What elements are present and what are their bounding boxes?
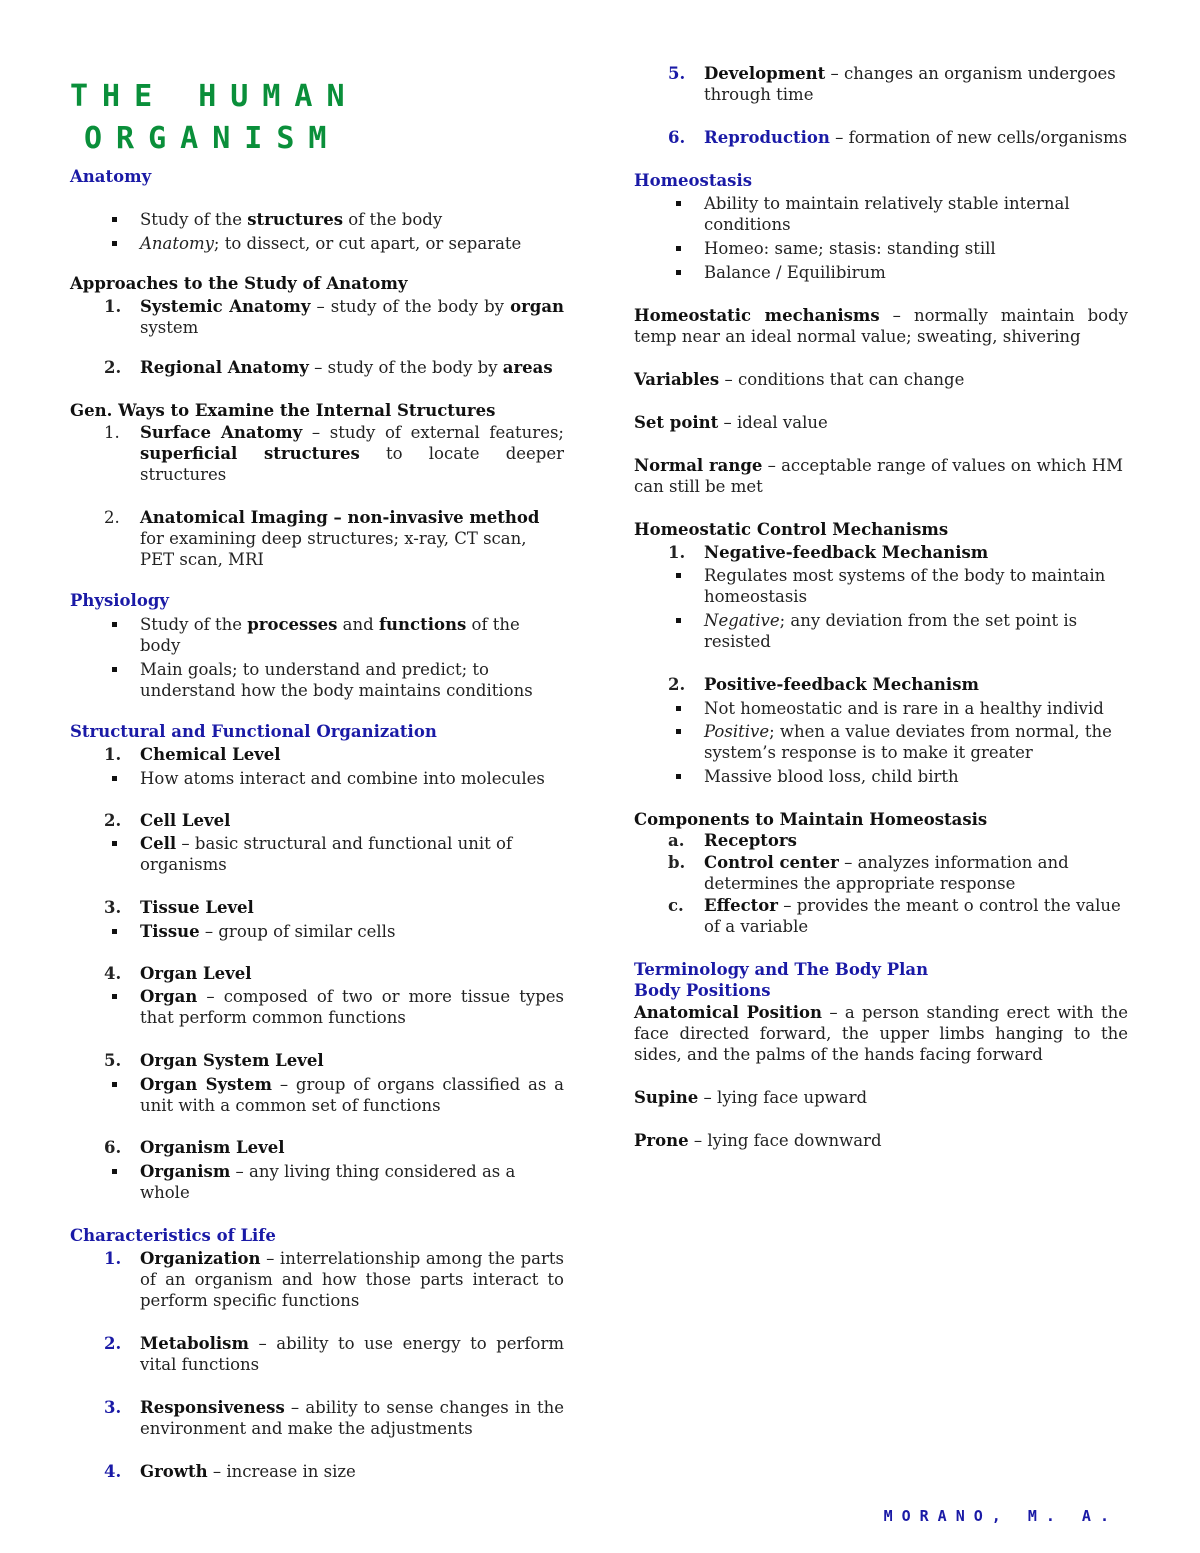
control-mechanisms-heading: Homeostatic Control Mechanisms xyxy=(634,520,949,539)
homeostasis-heading: Homeostasis xyxy=(634,171,753,190)
characteristic-3: 3. Responsiveness – ability to sense changes in the environment and make the adjustments xyxy=(104,1398,564,1438)
level-4-title: 4. Organ Level xyxy=(104,964,252,983)
level-6-title: 6. Organism Level xyxy=(104,1138,285,1157)
right-column xyxy=(634,0,1128,1151)
characteristic-5: 5. Development – changes an organism undergoes through time xyxy=(668,64,1116,104)
anatomical-position-definition: Anatomical Position – a person standing erect with the face directed forward, the upper limbs hanging to the sides, and the palms of the hands facing forward xyxy=(634,1003,1128,1064)
structural-heading: Structural and Functional Organization xyxy=(70,722,437,741)
variables-definition: Variables – conditions that can change xyxy=(634,370,965,389)
negative-feedback-bullet-2: Negative; any deviation from the set point is resisted xyxy=(634,610,1128,652)
component-b: b. Control center – analyzes information and determines the appropriate response xyxy=(668,853,1069,893)
positive-feedback-bullet-1: Not homeostatic and is rare in a healthy individ xyxy=(634,698,1128,719)
negative-feedback-title: 1. Negative-feedback Mechanism xyxy=(668,543,989,562)
body-positions-heading: Body Positions xyxy=(634,981,771,1000)
level-5-bullet: Organ System – group of organs classified as a unit with a common set of functions xyxy=(70,1074,564,1116)
level-6-bullet: Organism – any living thing considered as a whole xyxy=(70,1161,564,1203)
approaches-heading: Approaches to the Study of Anatomy xyxy=(70,274,408,293)
component-c: c. Effector – provides the meant o control the value of a variable xyxy=(668,896,1121,936)
characteristic-2: 2. Metabolism – ability to use energy to perform vital functions xyxy=(104,1334,564,1374)
supine-definition: Supine – lying face upward xyxy=(634,1088,868,1107)
document-title xyxy=(70,76,564,160)
level-1-bullet: How atoms interact and combine into molecules xyxy=(70,768,564,789)
author-footer: MORANO, M. A. xyxy=(883,1507,1118,1525)
homeostatic-mechanisms-definition: Homeostatic mechanisms – normally maintain body temp near an ideal normal value; sweating, shivering xyxy=(634,306,1128,346)
characteristic-1: 1. Organization – interrelationship among the parts of an organism and how those parts interact to perform specific functions xyxy=(104,1249,564,1310)
left-column xyxy=(70,0,564,1482)
positive-feedback-title: 2. Positive-feedback Mechanism xyxy=(668,675,979,694)
characteristic-4: 4. Growth – increase in size xyxy=(104,1462,356,1481)
characteristic-6: 6. Reproduction – formation of new cells/organisms xyxy=(668,128,1128,147)
normal-range-definition: Normal range – acceptable range of values on which HM can still be met xyxy=(634,456,1124,496)
physiology-heading: Physiology xyxy=(70,591,169,610)
homeostasis-bullet-1: Ability to maintain relatively stable internal conditions xyxy=(634,193,1128,235)
level-3-title: 3. Tissue Level xyxy=(104,898,254,917)
prone-definition: Prone – lying face downward xyxy=(634,1131,882,1150)
set-point-definition: Set point – ideal value xyxy=(634,413,828,432)
anatomy-bullet-1: Study of the structures of the body xyxy=(70,209,564,230)
terminology-heading: Terminology and The Body Plan xyxy=(634,960,929,979)
homeostasis-bullet-3: Balance / Equilibirum xyxy=(634,262,1128,283)
genways-item-1: 1. Surface Anatomy – study of external features; superficial structures to locate deeper structures xyxy=(104,423,564,484)
approaches-item-2: 2. Regional Anatomy – study of the body by areas xyxy=(104,358,553,377)
level-2-title: 2. Cell Level xyxy=(104,811,231,830)
level-2-bullet: Cell – basic structural and functional unit of organisms xyxy=(70,833,564,875)
level-1-title: 1. Chemical Level xyxy=(104,745,281,764)
approaches-item-1: 1. Systemic Anatomy – study of the body by organ system xyxy=(104,297,565,337)
components-heading: Components to Maintain Homeostasis xyxy=(634,810,988,829)
physiology-bullet-1: Study of the processes and functions of the body xyxy=(70,614,564,656)
characteristics-heading: Characteristics of Life xyxy=(70,1226,276,1245)
level-3-bullet: Tissue – group of similar cells xyxy=(70,921,564,942)
component-a: a. Receptors xyxy=(668,831,797,850)
level-4-bullet: Organ – composed of two or more tissue types that perform common functions xyxy=(70,986,564,1028)
title-line-1: THE HUMAN xyxy=(70,79,359,114)
anatomy-bullet-2: Anatomy; to dissect, or cut apart, or separate xyxy=(70,233,564,254)
homeostasis-bullet-2: Homeo: same; stasis: standing still xyxy=(634,238,1128,259)
genways-item-2: 2. Anatomical Imaging – non-invasive method for examining deep structures; x-ray, CT scan, PET scan, MRI xyxy=(104,508,540,569)
positive-feedback-bullet-2: Positive; when a value deviates from normal, the system’s response is to make it greater xyxy=(634,721,1128,763)
genways-heading: Gen. Ways to Examine the Internal Structures xyxy=(70,401,496,420)
physiology-bullet-2: Main goals; to understand and predict; to understand how the body maintains conditions xyxy=(70,659,564,701)
positive-feedback-bullet-3: Massive blood loss, child birth xyxy=(634,766,1128,787)
negative-feedback-bullet-1: Regulates most systems of the body to maintain homeostasis xyxy=(634,565,1128,607)
anatomy-heading: Anatomy xyxy=(70,167,152,186)
title-line-2: ORGANISM xyxy=(84,121,341,156)
level-5-title: 5. Organ System Level xyxy=(104,1051,324,1070)
